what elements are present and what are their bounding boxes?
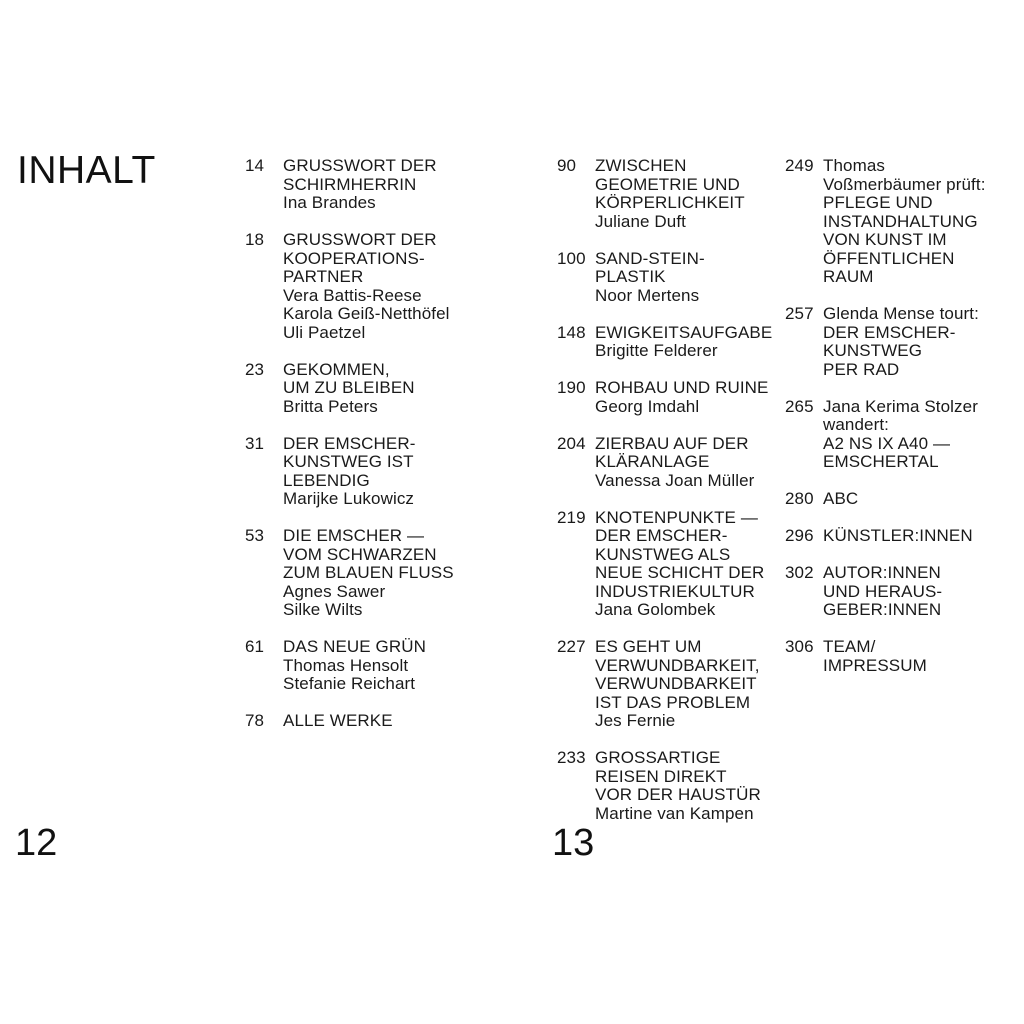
page-number-left: 12 bbox=[15, 822, 58, 864]
toc-entry-text bbox=[595, 435, 782, 491]
toc-entry-line: VOR DER HAUSTÜR bbox=[595, 785, 761, 804]
toc-entry-text bbox=[283, 527, 480, 620]
toc-entry-line: GEBER:INNEN bbox=[823, 600, 942, 619]
toc-entry bbox=[245, 361, 480, 417]
toc-entry-line: KUNSTWEG IST bbox=[283, 452, 414, 471]
toc-entry bbox=[245, 435, 480, 509]
toc-entry-page-number: 204 bbox=[557, 433, 586, 453]
toc-entry-line: IST DAS PROBLEM bbox=[595, 692, 751, 712]
toc-entry-line: DER EMSCHER- bbox=[283, 433, 416, 453]
toc-entry-line: Thomas bbox=[823, 156, 886, 175]
toc-entry-line: ES GEHT UM bbox=[595, 637, 702, 656]
toc-entry-line: UND HERAUS- bbox=[823, 581, 943, 601]
toc-entry-line: KÜNSTLER:INNEN bbox=[823, 526, 973, 545]
toc-entry bbox=[557, 379, 782, 416]
toc-entry bbox=[245, 157, 480, 213]
toc-entry-line: KUNSTWEG bbox=[823, 341, 923, 360]
page-title: INHALT bbox=[17, 149, 156, 192]
toc-entry-line: SAND-STEIN- bbox=[595, 248, 705, 268]
toc-entry-line: KUNSTWEG ALS bbox=[595, 544, 731, 564]
toc-entry-line: Stefanie Reichart bbox=[283, 674, 416, 693]
toc-entry-page-number: 23 bbox=[245, 359, 265, 379]
toc-entry-line: wandert: bbox=[823, 415, 890, 434]
toc-entry-page-number: 219 bbox=[557, 507, 586, 527]
toc-entry-page-number: 100 bbox=[557, 248, 586, 268]
toc-entry-line: Brigitte Felderer bbox=[595, 341, 718, 360]
toc-entry-line: PFLEGE UND bbox=[823, 193, 933, 212]
toc-entry-page-number: 61 bbox=[245, 637, 265, 656]
toc-entry bbox=[557, 509, 782, 620]
toc-column-3 bbox=[785, 157, 1020, 694]
toc-entry-line: GEKOMMEN, bbox=[283, 359, 390, 379]
toc-entry-page-number: 227 bbox=[557, 637, 586, 656]
toc-entry-line: Vanessa Joan Müller bbox=[595, 470, 755, 490]
toc-entry-text bbox=[823, 527, 1020, 546]
toc-entry-line: Vera Battis-Reese bbox=[283, 285, 422, 305]
toc-entry-text bbox=[823, 398, 1020, 472]
toc-entry-line: ZIERBAU AUF DER bbox=[595, 433, 749, 453]
toc-entry-text bbox=[283, 712, 480, 731]
toc-entry bbox=[245, 638, 480, 694]
toc-entry-line: GROSSARTIGE bbox=[595, 748, 721, 767]
toc-entry-text bbox=[283, 157, 480, 213]
toc-entry-line: VOM SCHWARZEN bbox=[283, 544, 437, 564]
toc-entry-line: ROHBAU UND RUINE bbox=[595, 378, 769, 397]
toc-entry-page-number: 53 bbox=[245, 526, 265, 545]
toc-entry bbox=[785, 638, 1020, 675]
toc-entry-line: PARTNER bbox=[283, 267, 364, 286]
toc-entry-line: DIE EMSCHER — bbox=[283, 526, 425, 545]
toc-entry-line: LEBENDIG bbox=[283, 470, 370, 490]
toc-entry-line: Silke Wilts bbox=[283, 600, 363, 619]
toc-entry-line: Uli Paetzel bbox=[283, 322, 366, 342]
toc-entry-line: GRUSSWORT DER bbox=[283, 230, 437, 249]
toc-entry bbox=[557, 749, 782, 823]
toc-entry-text bbox=[595, 638, 782, 731]
toc-column-2 bbox=[557, 157, 782, 842]
toc-entry-line: ALLE WERKE bbox=[283, 711, 393, 730]
toc-entry-line: RAUM bbox=[823, 267, 874, 286]
toc-entry-line: ZUM BLAUEN FLUSS bbox=[283, 563, 454, 582]
toc-entry-page-number: 78 bbox=[245, 711, 265, 730]
toc-entry-line: Agnes Sawer bbox=[283, 581, 386, 601]
toc-entry bbox=[245, 231, 480, 342]
toc-entry-page-number: 296 bbox=[785, 526, 814, 545]
toc-entry-line: ÖFFENTLICHEN bbox=[823, 248, 955, 268]
toc-entry-line: INDUSTRIEKULTUR bbox=[595, 581, 755, 601]
toc-entry-line: NEUE SCHICHT DER bbox=[595, 563, 765, 582]
toc-entry-line: TEAM/ bbox=[823, 637, 876, 656]
toc-entry-line: PLASTIK bbox=[595, 267, 666, 286]
toc-entry-text bbox=[823, 490, 1020, 509]
toc-entry-line: UM ZU BLEIBEN bbox=[283, 378, 415, 397]
toc-entry-text bbox=[595, 157, 782, 231]
toc-entry-line: EMSCHERTAL bbox=[823, 452, 939, 471]
toc-entry-page-number: 31 bbox=[245, 433, 265, 453]
toc-entry-line: KOOPERATIONS- bbox=[283, 248, 425, 268]
toc-entry-line: GRUSSWORT DER bbox=[283, 156, 437, 175]
toc-entry-line: Jes Fernie bbox=[595, 711, 676, 730]
toc-entry-page-number: 190 bbox=[557, 378, 586, 397]
toc-entry bbox=[785, 157, 1020, 287]
toc-entry-line: Georg Imdahl bbox=[595, 396, 700, 416]
toc-entry-line: Noor Mertens bbox=[595, 285, 700, 305]
toc-entry-line: REISEN DIREKT bbox=[595, 766, 727, 786]
toc-entry-line: VERWUNDBARKEIT bbox=[595, 674, 757, 693]
toc-entry bbox=[557, 638, 782, 731]
toc-entry-page-number: 306 bbox=[785, 637, 814, 656]
toc-entry-line: ZWISCHEN bbox=[595, 156, 687, 175]
toc-entry-line: Martine van Kampen bbox=[595, 803, 754, 823]
toc-entry-line: VON KUNST IM bbox=[823, 230, 947, 249]
toc-entry bbox=[557, 250, 782, 306]
toc-entry-text bbox=[823, 305, 1020, 379]
toc-entry bbox=[557, 157, 782, 231]
toc-column-1 bbox=[245, 157, 480, 749]
toc-entry-line: EWIGKEITSAUFGABE bbox=[595, 322, 773, 342]
toc-entry bbox=[785, 527, 1020, 546]
toc-entry-line: KNOTENPUNKTE — bbox=[595, 507, 758, 527]
toc-entry-line: Marijke Lukowicz bbox=[283, 489, 415, 508]
toc-entry-line: A2 NS IX A40 — bbox=[823, 433, 951, 453]
toc-entry-page-number: 302 bbox=[785, 563, 814, 582]
toc-entry-text bbox=[595, 379, 782, 416]
toc-entry-page-number: 249 bbox=[785, 156, 814, 175]
toc-entry-line: KÖRPERLICHKEIT bbox=[595, 193, 745, 212]
toc-entry bbox=[245, 527, 480, 620]
toc-entry bbox=[785, 564, 1020, 620]
toc-entry-text bbox=[595, 509, 782, 620]
toc-entry bbox=[785, 398, 1020, 472]
toc-entry bbox=[245, 712, 480, 731]
toc-entry-line: GEOMETRIE UND bbox=[595, 174, 740, 194]
toc-entry-line: Jana Golombek bbox=[595, 600, 716, 619]
toc-entry-page-number: 257 bbox=[785, 304, 814, 323]
toc-entry-text bbox=[823, 638, 1020, 675]
toc-entry-page-number: 265 bbox=[785, 396, 814, 416]
toc-entry-line: Jana Kerima Stolzer bbox=[823, 396, 978, 416]
toc-entry-page-number: 280 bbox=[785, 489, 814, 508]
toc-entry-text bbox=[283, 638, 480, 694]
page-number-right: 13 bbox=[552, 822, 595, 864]
toc-entry-line: PER RAD bbox=[823, 359, 900, 379]
toc-entry-page-number: 90 bbox=[557, 156, 577, 175]
toc-entry-text bbox=[595, 749, 782, 823]
toc-entry-line: KLÄRANLAGE bbox=[595, 452, 710, 471]
toc-entry-line: INSTANDHALTUNG bbox=[823, 211, 978, 231]
toc-entry-line: AUTOR:INNEN bbox=[823, 563, 941, 582]
toc-entry-page-number: 233 bbox=[557, 748, 586, 767]
toc-entry bbox=[557, 435, 782, 491]
toc-entry-line: DER EMSCHER- bbox=[823, 322, 956, 342]
toc-entry-page-number: 18 bbox=[245, 230, 265, 249]
toc-entry bbox=[785, 305, 1020, 379]
toc-entry-text bbox=[595, 250, 782, 306]
toc-entry-line: ABC bbox=[823, 489, 859, 508]
toc-entry-line: Ina Brandes bbox=[283, 193, 376, 212]
toc-entry-page-number: 14 bbox=[245, 156, 265, 175]
toc-entry-line: IMPRESSUM bbox=[823, 655, 927, 675]
toc-entry-line: VERWUNDBARKEIT, bbox=[595, 655, 760, 675]
toc-entry-line: Thomas Hensolt bbox=[283, 655, 409, 675]
toc-entry-line: DER EMSCHER- bbox=[595, 526, 728, 545]
toc-entry-line: DAS NEUE GRÜN bbox=[283, 637, 426, 656]
toc-entry-line: Britta Peters bbox=[283, 396, 378, 416]
toc-entry-line: Voßmerbäumer prüft: bbox=[823, 174, 986, 194]
toc-entry-line: SCHIRMHERRIN bbox=[283, 174, 417, 194]
toc-entry-page-number: 148 bbox=[557, 322, 586, 342]
toc-entry-text bbox=[823, 564, 1020, 620]
toc-entry-text bbox=[823, 157, 1020, 287]
toc-entry-line: Juliane Duft bbox=[595, 211, 686, 231]
toc-entry-text bbox=[283, 435, 480, 509]
toc-entry-line: Karola Geiß-Netthöfel bbox=[283, 304, 450, 323]
toc-entry-text bbox=[283, 361, 480, 417]
toc-entry bbox=[557, 324, 782, 361]
toc-entry-line: Glenda Mense tourt: bbox=[823, 304, 979, 323]
toc-entry-text bbox=[595, 324, 782, 361]
toc-entry bbox=[785, 490, 1020, 509]
toc-entry-text bbox=[283, 231, 480, 342]
